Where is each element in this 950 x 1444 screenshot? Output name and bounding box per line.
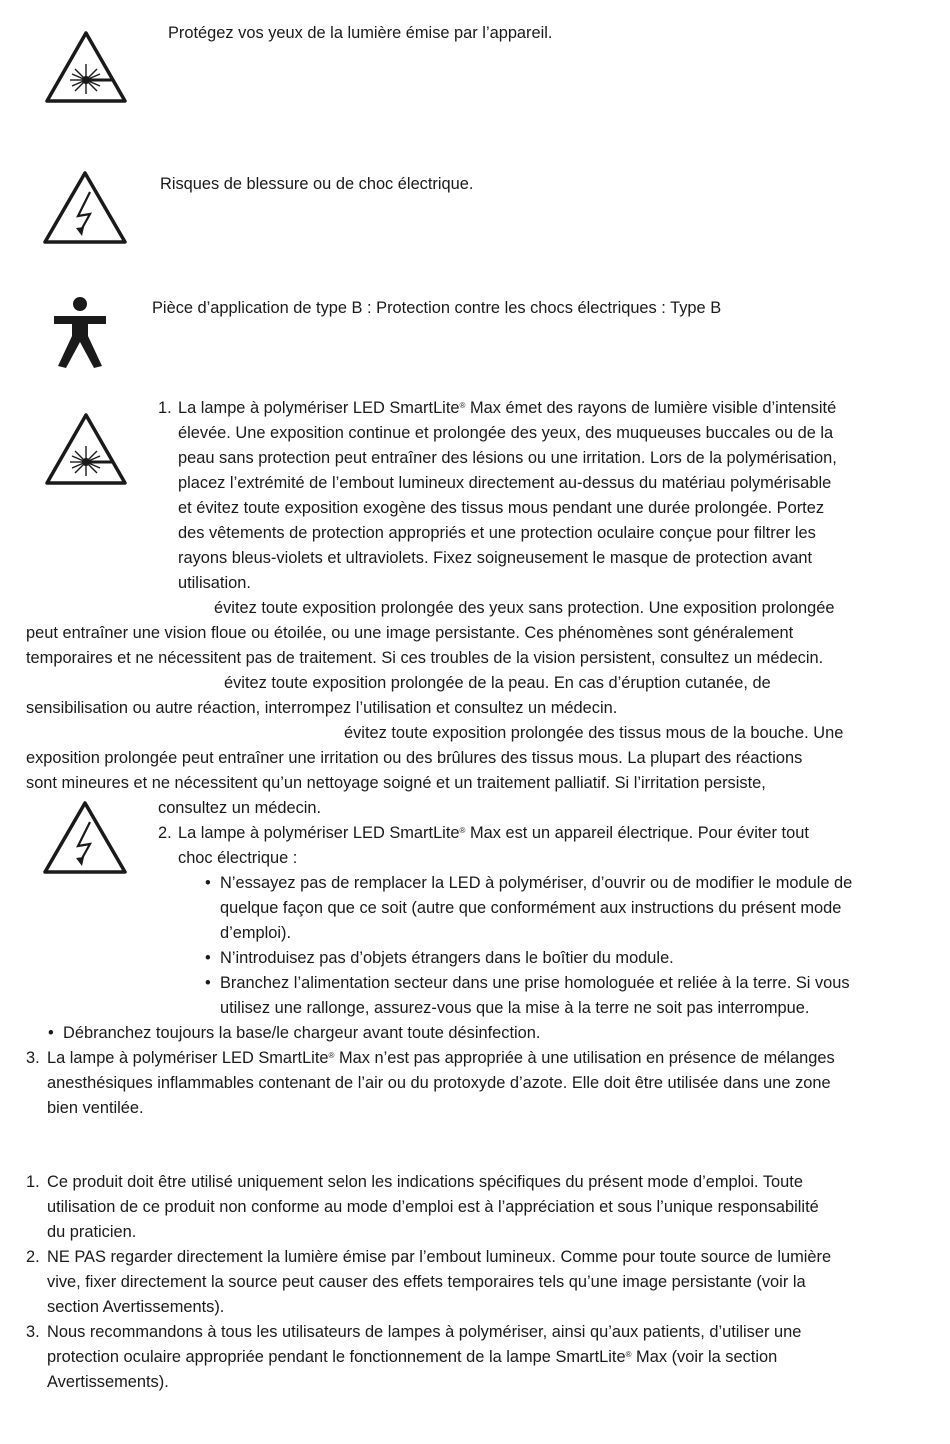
warning-2-line-1: La lampe à polymériser LED SmartLite® Max est un appareil électrique. Pour éviter tout [178, 824, 809, 842]
precaution-2-line-2: vive, fixer directement la source peut causer des effets temporaires tels qu’une image persistante (voir la [47, 1273, 806, 1291]
bullet-1-line-2: quelque façon que ce soit (autre que conformément aux instructions du présent mode [220, 899, 842, 917]
precaution-2-line-3: section Avertissements). [47, 1298, 225, 1316]
mouth-line-2: exposition prolongée peut entraîner une irritation ou des brûlures des tissus mous. La plupart des réactions [26, 749, 803, 767]
eyes-line-1: évitez toute exposition prolongée des yeux sans protection. Une exposition prolongée [214, 599, 835, 617]
legend-type-b-text: Pièce d’application de type B : Protection contre les chocs électriques : Type B [152, 299, 722, 317]
precaution-2-line-1: NE PAS regarder directement la lumière émise par l’embout lumineux. Comme pour toute source de lumière [47, 1248, 832, 1266]
warning-2-line-2: choc électrique : [178, 849, 298, 867]
laser-warning-icon [44, 412, 128, 486]
skin-line-1: évitez toute exposition prolongée de la peau. En cas d’éruption cutanée, de [224, 674, 771, 692]
warning-3-line-3: bien ventilée. [47, 1099, 144, 1117]
precaution-3-number: 3. [26, 1323, 40, 1341]
warning-2-number: 2. [158, 824, 172, 842]
warning-1-line-3: peau sans protection peut entraîner des lésions ou une irritation. Lors de la polymérisation, [178, 449, 837, 467]
precaution-3-line-1: Nous recommandons à tous les utilisateurs de lampes à polymériser, ainsi qu’aux patients, d’utiliser une [47, 1323, 802, 1341]
warning-1-line-4: placez l’extrémité de l’embout lumineux directement au-dessus du matériau polymérisable [178, 474, 832, 492]
electric-shock-warning-icon [42, 170, 128, 246]
bullet-2-line-1: N’introduisez pas d’objets étrangers dans le boîtier du module. [220, 949, 674, 967]
precaution-1-number: 1. [26, 1173, 40, 1191]
warning-3-line-1: La lampe à polymériser LED SmartLite® Max n’est pas appropriée à une utilisation en présence de mélanges [47, 1049, 835, 1067]
laser-warning-icon [44, 30, 128, 104]
eyes-line-3: temporaires et ne nécessitent pas de traitement. Si ces troubles de la vision persistent, consultez un médecin. [26, 649, 824, 667]
legend-laser-text: Protégez vos yeux de la lumière émise par l’appareil. [168, 24, 553, 42]
warning-1-line-7: rayons bleus-violets et ultraviolets. Fixez soigneusement le masque de protection avant [178, 549, 813, 567]
warning-1-number: 1. [158, 399, 172, 417]
precaution-2-number: 2. [26, 1248, 40, 1266]
outer-bullet-marker: • [48, 1024, 54, 1042]
bullet-1-marker: • [205, 874, 211, 892]
bullet-3-marker: • [205, 974, 211, 992]
precaution-3-line-3: Avertissements). [47, 1373, 169, 1391]
mouth-line-1: évitez toute exposition prolongée des tissus mous de la bouche. Une [344, 724, 844, 742]
skin-line-2: sensibilisation ou autre réaction, interrompez l’utilisation et consultez un médecin. [26, 699, 618, 717]
mouth-line-3: sont mineures et ne nécessitent qu’un nettoyage soigné et un traitement palliatif. Si l’irritation persiste, [26, 774, 766, 792]
bullet-3-line-1: Branchez l’alimentation secteur dans une prise homologuée et reliée à la terre. Si vous [220, 974, 850, 992]
warning-1-line-6: des vêtements de protection appropriés et une protection oculaire conçue pour filtrer les [178, 524, 816, 542]
bullet-3-line-2: utilisez une rallonge, assurez-vous que la mise à la terre ne soit pas interrompue. [220, 999, 810, 1017]
type-b-applied-part-icon [52, 296, 108, 370]
bullet-1-line-1: N’essayez pas de remplacer la LED à polymériser, d’ouvrir ou de modifier le module de [220, 874, 853, 892]
precaution-1-line-1: Ce produit doit être utilisé uniquement selon les indications spécifiques du présent mode d’emploi. Toute [47, 1173, 803, 1191]
mouth-line-4: consultez un médecin. [158, 799, 322, 817]
precaution-1-line-3: du praticien. [47, 1223, 137, 1241]
bullet-2-marker: • [205, 949, 211, 967]
warning-1-line-2: élevée. Une exposition continue et prolongée des yeux, des muqueuses buccales ou de la [178, 424, 834, 442]
warning-1-line-5: et évitez toute exposition exogène des tissus mous pendant une durée prolongée. Portez [178, 499, 825, 517]
warning-3-number: 3. [26, 1049, 40, 1067]
bullet-1-line-3: d’emploi). [220, 924, 292, 942]
precaution-1-line-2: utilisation de ce produit non conforme au mode d’emploi est à l’appréciation et sous l’unique responsabilité [47, 1198, 819, 1216]
precaution-3-line-2: protection oculaire appropriée pendant le fonctionnement de la lampe SmartLite® Max (voir la section [47, 1348, 778, 1366]
electric-shock-warning-icon [42, 800, 128, 876]
eyes-line-2: peut entraîner une vision floue ou étoilée, ou une image persistante. Ces phénomènes sont généralement [26, 624, 794, 642]
legend-shock-text: Risques de blessure ou de choc électrique. [160, 175, 474, 193]
warning-1-line-1: La lampe à polymériser LED SmartLite® Max émet des rayons de lumière visible d’intensité [178, 399, 837, 417]
outer-bullet-text: Débranchez toujours la base/le chargeur avant toute désinfection. [63, 1024, 541, 1042]
warning-3-line-2: anesthésiques inflammables contenant de l’air ou du protoxyde d’azote. Elle doit être utilisée dans une zone [47, 1074, 831, 1092]
warning-1-line-8: utilisation. [178, 574, 251, 592]
